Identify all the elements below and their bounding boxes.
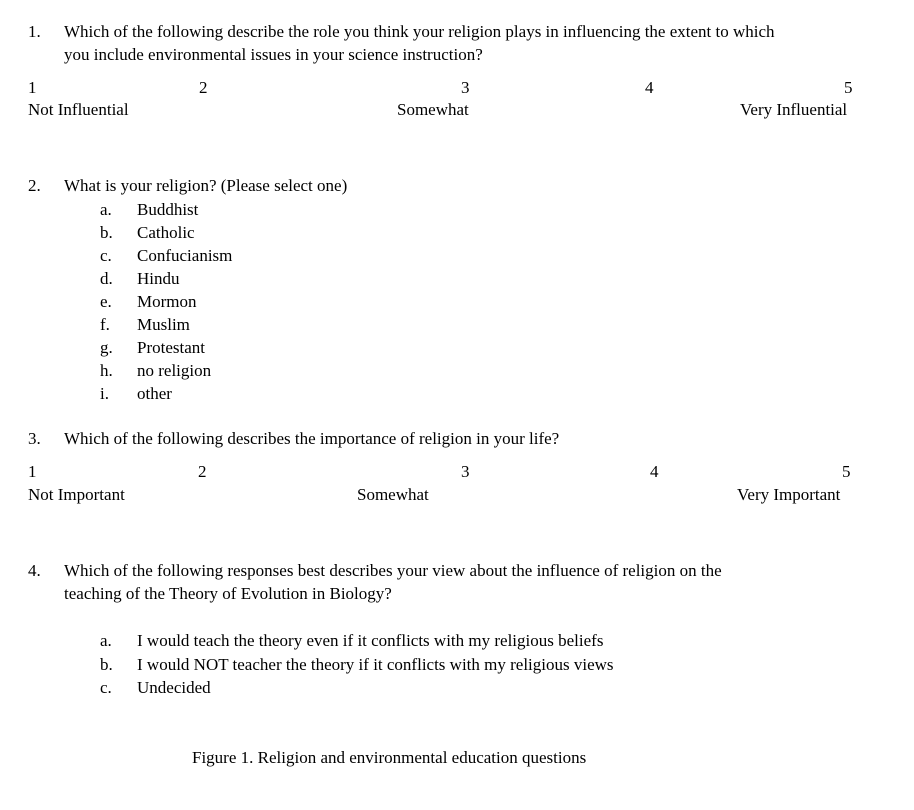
- option-label: I would teach the theory even if it conflicts with my religious beliefs: [137, 631, 604, 650]
- question-1-scale-numbers: [0, 76, 914, 99]
- question-2: [28, 174, 347, 197]
- question-1-scale-tick-3: 3: [461, 78, 470, 97]
- question-3-scale-tick-2: 2: [198, 462, 207, 481]
- question-1-scale-label-mid: Somewhat: [397, 100, 469, 119]
- question-4-option-c: [100, 676, 614, 700]
- option-letter: h.: [100, 361, 113, 380]
- question-3-scale-tick-5: 5: [842, 462, 851, 481]
- option-letter: c.: [100, 246, 112, 265]
- option-label: Mormon: [137, 292, 197, 311]
- question-2-option-h: [100, 359, 232, 382]
- option-label: no religion: [137, 361, 212, 380]
- question-4-options: [0, 629, 614, 700]
- question-4-text-line-2: teaching of the Theory of Evolution in Biology?: [64, 584, 392, 603]
- question-2-number: 2.: [28, 176, 41, 195]
- option-letter: g.: [100, 338, 113, 357]
- option-label: Confucianism: [137, 246, 233, 265]
- question-2-text: What is your religion? (Please select one): [64, 176, 348, 195]
- question-3-scale-label-high: Very Important: [737, 485, 841, 504]
- question-1-scale-label-high: Very Influential: [740, 100, 848, 119]
- figure-caption: Figure 1. Religion and environmental education questions: [192, 748, 587, 767]
- question-1-number: 1.: [28, 22, 41, 41]
- option-label: Undecided: [137, 678, 211, 697]
- question-2-option-d: [100, 267, 232, 290]
- option-label: Catholic: [137, 223, 195, 242]
- question-3-scale-label-low: Not Important: [28, 485, 125, 504]
- option-label: Protestant: [137, 338, 205, 357]
- option-letter: f.: [100, 315, 110, 334]
- option-label: Hindu: [137, 269, 180, 288]
- question-2-option-g: [100, 336, 232, 359]
- option-letter: b.: [100, 654, 113, 674]
- option-letter: a.: [100, 200, 112, 219]
- option-label: Muslim: [137, 315, 190, 334]
- question-3-scale-numbers: [0, 460, 914, 483]
- question-3-scale-tick-3: 3: [461, 462, 470, 481]
- question-4-number: 4.: [28, 561, 41, 580]
- question-1: [28, 20, 775, 66]
- option-letter: b.: [100, 223, 113, 242]
- question-3-scale-labels: [0, 483, 914, 506]
- question-1-scale-label-low: Not Influential: [28, 100, 129, 119]
- question-4-text: [64, 559, 722, 605]
- question-1-scale-tick-2: 2: [199, 78, 208, 97]
- question-1-scale-tick-1: 1: [28, 78, 37, 97]
- question-1-text: [64, 20, 775, 66]
- option-letter: c.: [100, 678, 112, 697]
- question-4-option-a: [100, 629, 614, 653]
- question-3-number: 3.: [28, 429, 41, 448]
- question-3: [28, 427, 559, 450]
- question-2-option-e: [100, 290, 232, 313]
- option-label: Buddhist: [137, 200, 199, 219]
- question-3-text: Which of the following describes the importance of religion in your life?: [64, 429, 560, 448]
- question-3-scale-label-mid: Somewhat: [357, 485, 429, 504]
- question-3-scale-tick-4: 4: [650, 462, 659, 481]
- option-letter: a.: [100, 631, 112, 650]
- option-letter: d.: [100, 269, 113, 288]
- option-label: I would NOT teacher the theory if it conflicts with my religious views: [137, 654, 614, 674]
- question-2-option-c: [100, 244, 232, 267]
- question-2-options: [0, 198, 232, 405]
- question-3-scale-tick-1: 1: [28, 462, 37, 481]
- option-letter: e.: [100, 292, 112, 311]
- option-label: other: [137, 384, 172, 403]
- question-1-scale-tick-4: 4: [645, 78, 654, 97]
- question-1-scale-labels: [0, 98, 914, 121]
- question-2-option-f: [100, 313, 232, 336]
- question-4-text-line-1: Which of the following responses best describes your view about the influence of religion on the: [64, 561, 722, 580]
- question-4-option-b: [100, 653, 614, 677]
- question-1-text-line-1: Which of the following describe the role you think your religion plays in influencing the extent to which: [64, 22, 775, 41]
- question-2-option-a: [100, 198, 232, 221]
- question-1-text-line-2: you include environmental issues in your science instruction?: [64, 45, 483, 64]
- question-1-scale-tick-5: 5: [844, 78, 853, 97]
- option-letter: i.: [100, 384, 109, 403]
- question-2-option-b: [100, 221, 232, 244]
- question-4: [28, 559, 722, 605]
- question-2-option-i: [100, 382, 232, 405]
